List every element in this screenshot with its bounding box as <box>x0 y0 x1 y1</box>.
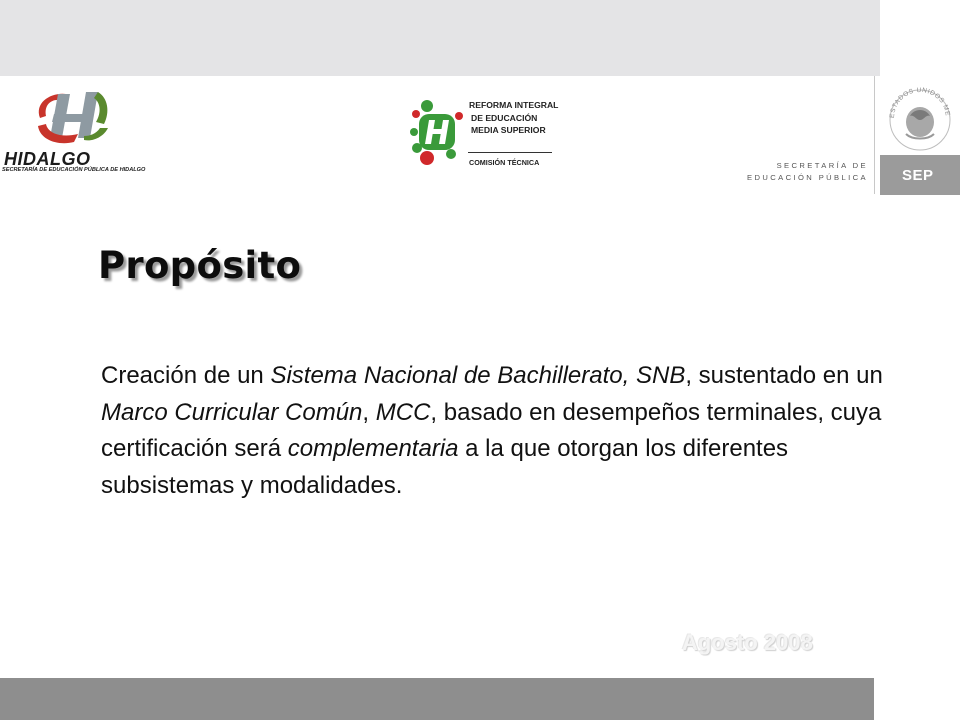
riems-logo-icon <box>405 94 467 174</box>
body-segment: , basado en desempeños terminales, cuya certificación será <box>101 398 882 462</box>
body-paragraph <box>101 358 901 504</box>
riems-line-1: REFORMA INTEGRAL <box>469 100 559 110</box>
riems-commission: COMISIÓN TÉCNICA <box>469 158 540 167</box>
slide-title: Propósito <box>98 244 302 287</box>
riems-logo-text <box>469 99 558 137</box>
hidalgo-logo-subtitle: SECRETARÍA DE EDUCACIÓN PÚBLICA DE HIDALGO <box>2 167 146 173</box>
hidalgo-logo-name: HIDALGO <box>4 149 91 169</box>
sep-badge <box>880 155 960 195</box>
sep-divider <box>874 76 875 194</box>
sep-name-line-1: SECRETARÍA DE <box>776 161 868 170</box>
bottom-band <box>0 678 874 720</box>
mexico-seal-icon <box>880 80 960 155</box>
body-segment-italic: Marco Curricular Común <box>101 398 363 426</box>
sep-name-line-2: EDUCACIÓN PÚBLICA <box>747 173 868 182</box>
date-label: Agosto 2008 <box>682 630 813 655</box>
body-segment: , sustentado en un <box>685 362 883 389</box>
seal-text: ESTADOS UNIDOS ME <box>888 86 952 119</box>
mexico-seal <box>880 80 960 155</box>
body-segment-italic: complementaria <box>287 435 459 462</box>
body-segment: , <box>362 398 376 426</box>
body-segment-italic: MCC <box>375 398 431 426</box>
sep-name <box>747 160 868 184</box>
body-segment-italic: Sistema Nacional de Bachillerato, SNB <box>270 362 686 389</box>
riems-line-3: MEDIA SUPERIOR <box>471 125 546 135</box>
body-segment: Creación de un <box>101 362 271 389</box>
body-segment: a la que otorgan los diferentes subsistemas y modalidades. <box>101 435 789 499</box>
riems-divider <box>468 152 552 153</box>
riems-line-2: DE EDUCACIÓN <box>471 112 538 123</box>
sep-badge-label: SEP <box>902 166 934 184</box>
top-band <box>0 0 880 76</box>
hidalgo-logo-icon <box>0 88 125 150</box>
